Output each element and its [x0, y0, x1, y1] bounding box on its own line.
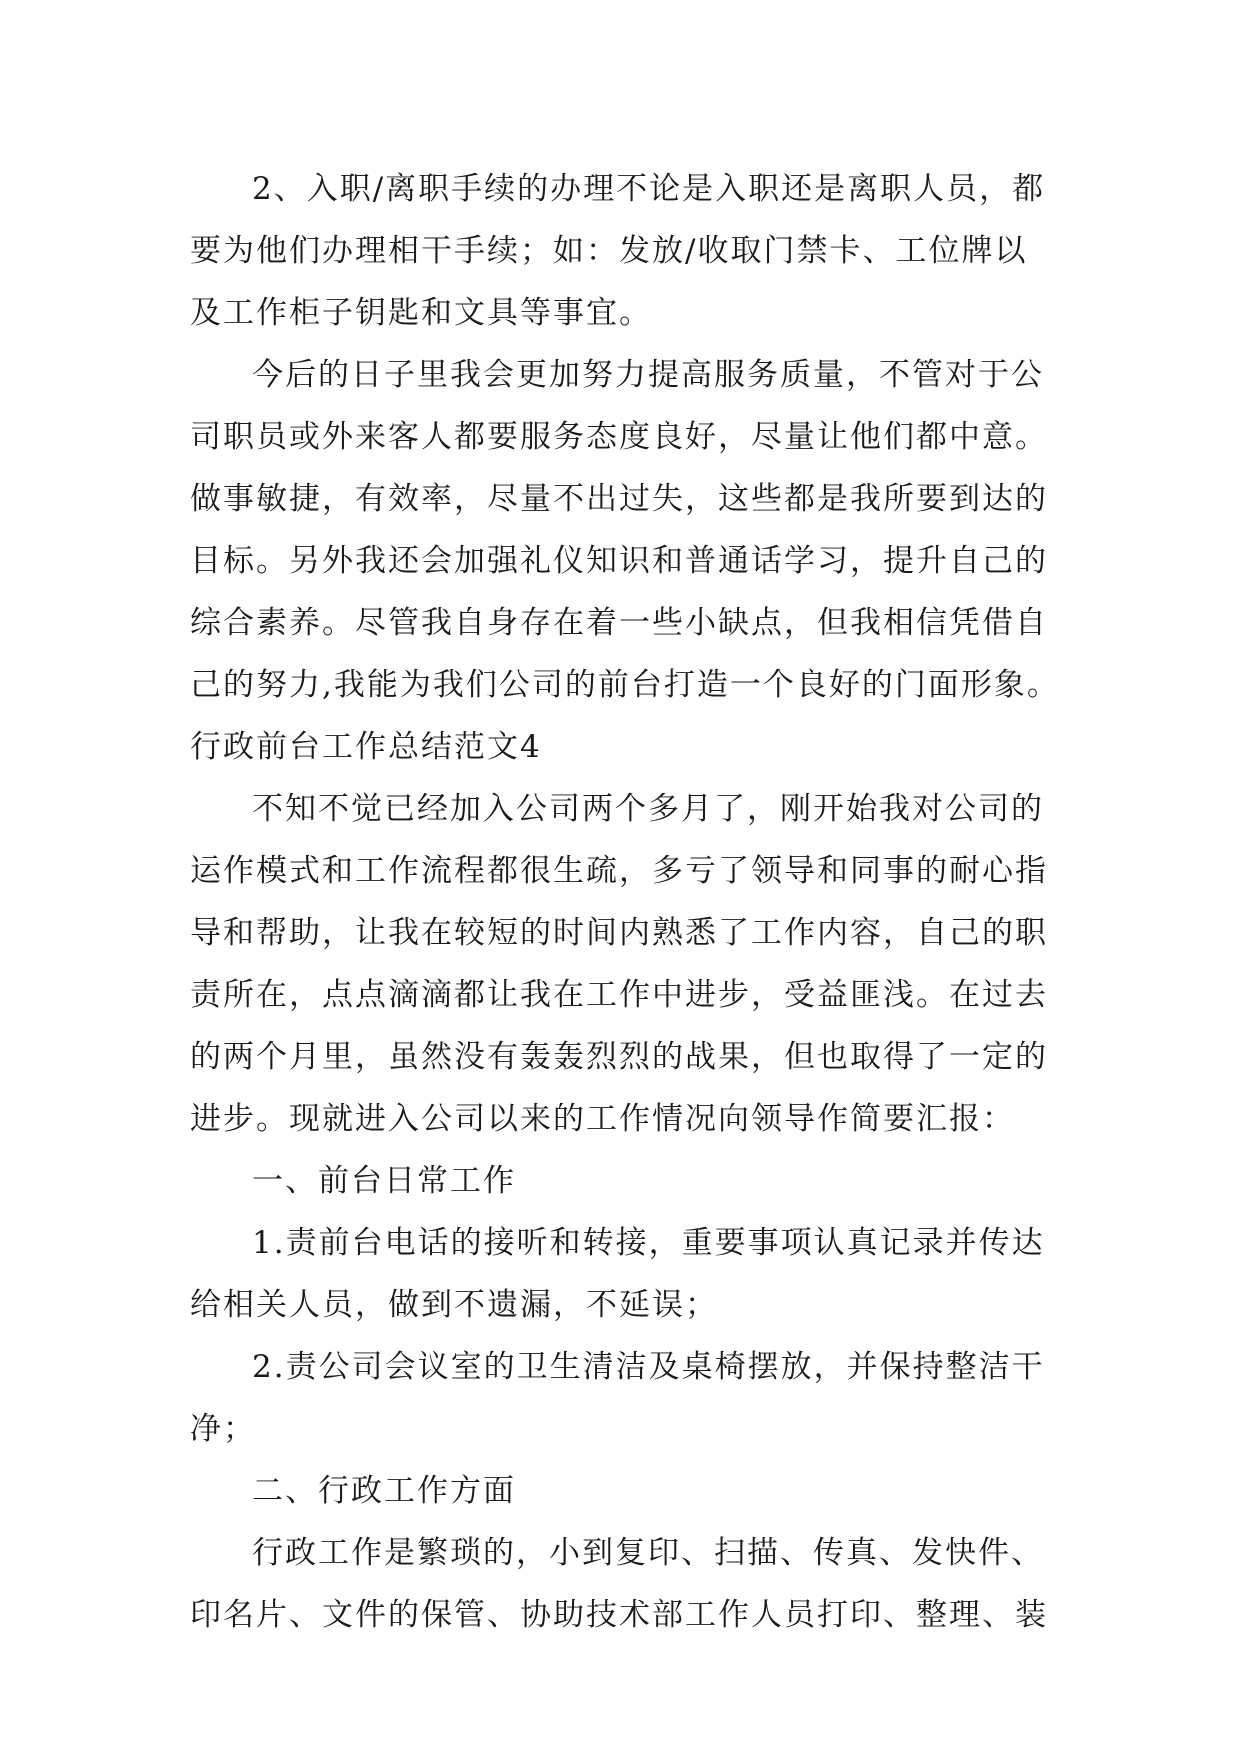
text-line: 净； [190, 1411, 256, 1447]
text-line: 进步。现就进入公司以来的工作情况向领导作简要汇报： [190, 1101, 1015, 1137]
text-line: 责所在，点点滴滴都让我在工作中进步，受益匪浅。在过去 [190, 977, 1048, 1013]
text-line: 不知不觉已经加入公司两个多月了，刚开始我对公司的 [252, 791, 1044, 827]
text-line: 运作模式和工作流程都很生疏，多亏了领导和同事的耐心指 [190, 853, 1048, 889]
text-line: 的两个月里，虽然没有轰轰烈烈的战果，但也取得了一定的 [190, 1039, 1048, 1075]
text-line: 己的努力,我能为我们公司的前台打造一个良好的门面形象。 [190, 667, 1060, 703]
subsection-heading: 一、前台日常工作 [252, 1163, 516, 1199]
text-line: 司职员或外来客人都要服务态度良好，尽量让他们都中意。 [190, 419, 1048, 455]
document-page [190, 158, 1060, 1646]
section-heading: 行政前台工作总结范文4 [190, 729, 542, 765]
text-line: 目标。另外我还会加强礼仪知识和普通话学习，提升自己的 [190, 543, 1048, 579]
subsection-heading: 二、行政工作方面 [252, 1473, 516, 1509]
text-line: 印名片、文件的保管、协助技术部工作人员打印、整理、装 [190, 1597, 1048, 1633]
text-line: 及工作柜子钥匙和文具等事宜。 [190, 295, 652, 331]
text-line: 2、入职/离职手续的办理不论是入职还是离职人员，都 [252, 171, 1046, 207]
text-line: 行政工作是繁琐的，小到复印、扫描、传真、发快件、 [252, 1535, 1044, 1571]
text-line: 今后的日子里我会更加努力提高服务质量，不管对于公 [252, 357, 1044, 393]
text-line: 综合素养。尽管我自身存在着一些小缺点，但我相信凭借自 [190, 605, 1048, 641]
text-line: 导和帮助，让我在较短的时间内熟悉了工作内容，自己的职 [190, 915, 1048, 951]
text-line: 要为他们办理相干手续；如：发放/收取门禁卡、工位牌以 [190, 233, 1028, 269]
list-item: 1.责前台电话的接听和转接，重要事项认真记录并传达 [252, 1225, 1045, 1261]
text-line: 给相关人员，做到不遗漏，不延误； [190, 1287, 718, 1323]
text-line: 做事敏捷，有效率，尽量不出过失，这些都是我所要到达的 [190, 481, 1048, 517]
list-item: 2.责公司会议室的卫生清洁及桌椅摆放，并保持整洁干 [252, 1349, 1045, 1385]
